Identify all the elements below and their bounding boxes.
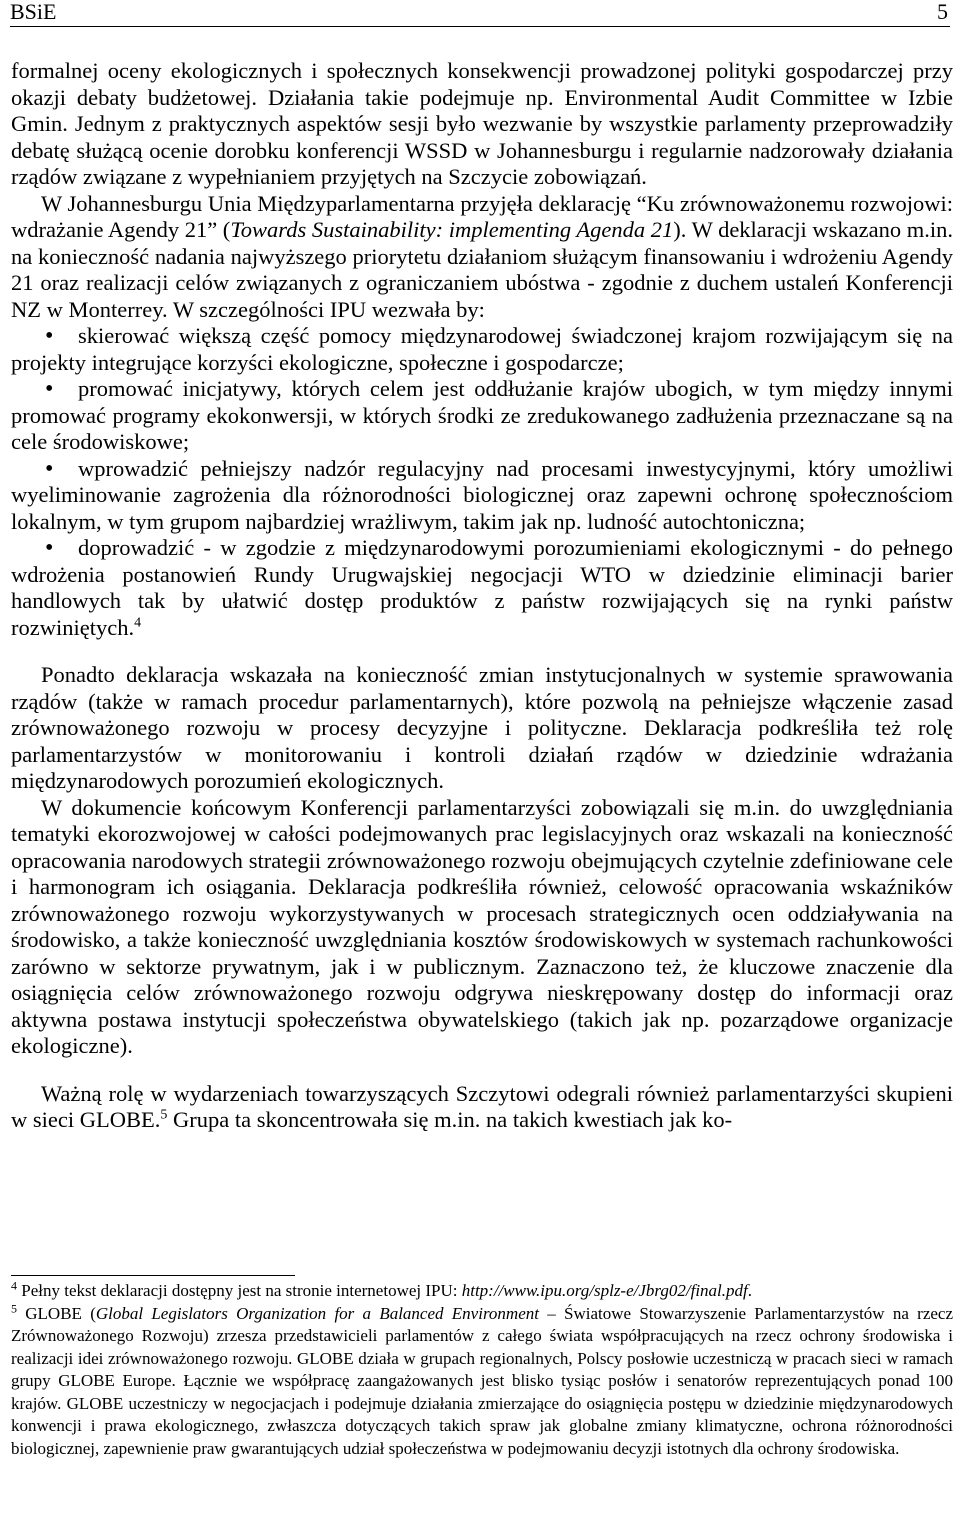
declaration-title-english: Towards Sustainability: implementing Agenda 21 — [230, 217, 674, 242]
paragraph-institutional-changes: Ponadto deklaracja wskazała na konieczność zmian instytucjonalnych w systemie sprawowania rządów (także w ramach procedur parlamentarnych), które pozwolą na pełniejsze włączenie zasad zrównoważonego rozwoju w procesy decyzyjne i polityczne. Deklaracja podkreśliła też rolę parlamentarzystów w monitorowaniu i kontroli działań rządów w dziedzinie wdrażania międzynarodowych porozumień ekologicznych. — [11, 662, 953, 793]
page-header — [10, 0, 950, 27]
bullet-list — [11, 323, 953, 641]
main-text — [11, 58, 953, 1134]
header-title: BSiE — [10, 0, 57, 24]
footnote-ref-5[interactable]: 5 — [160, 1107, 168, 1123]
paragraph-ipu-declaration — [11, 191, 953, 324]
list-item: • wprowadzić pełniejszy nadzór regulacyjny nad procesami inwestycyjnymi, który umożliwi wyeliminowanie zagrożenia dla różnorodności biologicznej oraz zapewni ochronę społecznościom lokalnym, w tym grupom najbardziej wrażliwym, takim jak np. ludność autochtoniczna; — [11, 456, 953, 536]
globe-full-name: Global Legislators Organization for a Balanced Environment — [95, 1303, 539, 1323]
paragraph-final-document: W dokumencie końcowym Konferencji parlamentarzyści zobowiązali się m.in. do uwzględniania tematyki ekorozwojowej w całości podejmowanych prac legislacyjnych oraz wskazali na konieczność opracowania narodowych strategii zrównoważonego rozwoju obejmujących czytelnie zdefiniowane cele i harmonogram ich osiągania. Deklaracja podkreśliła również, celowość opracowania wskaźników zrównoważonego rozwoju wykorzystywanych w procesach strategicznych ocen oddziaływania na środowisko, a także konieczność uwzględniania kosztów środowiskowych w systemach rachunkowości zarówno w sektorze prywatnym, jak i w publicznym. Zaznaczono też, że kluczowe znaczenie dla osiągnięcia celów zrównoważonego rozwoju odgrywa nieskrępowany dostęp do informacji oraz aktywna postawa instytucji społeczeństwa obywatelskiego (takich jak np. pozarządowe organizacje ekologiczne). — [11, 794, 953, 1058]
footnote-4 — [11, 1280, 953, 1303]
footnote-number: 5 — [11, 1300, 17, 1315]
footnote-period: . — [747, 1281, 753, 1300]
footnote-text: – Światowe Stowarzyszenie Parlamentarzystów na rzecz Zrównoważonego Rozwoju) zrzesza przedstawicieli parlamentów z całego świata współpracujących na rzecz ochrony środowiska i realizacji idei zrównoważonego rozwoju. GLOBE działa w grupach regionalnych, Polscy posłowie uczestniczą w pracach sieci w ramach grupy GLOBE Europe. Łącznie we współpracę zaangażowanych jest blisko tysiąc posłów i senatorów reprezentujących ponad 100 krajów. GLOBE uczestniczy w negocjacjach i podejmuje działania zmierzające do osiągnięcia postępu w dziedzinie międzynarodowych konwencji i prawa ekologicznego, zwłaszcza dotyczących takich spraw jak globalne zmiany klimatyczne, ochrona różnorodności biologicznej, zapewnienie praw gwarantujących udział społeczeństwa w podejmowaniu decyzji istotnych dla ochrony środowiska. — [11, 1303, 953, 1458]
paragraph-text: ). W deklaracji wskazano m.in. na konieczność nadania najwyższego priorytetu działaniom służącym finansowaniu i wdrożeniu Agendy 21 oraz realizacji celów związanych z ograniczaniem ubóstwa - zgodnie z duchem ustaleń Konferencji NZ w Monterrey. W szczególności IPU wezwała by: — [11, 217, 953, 322]
paragraph-text: Ważną rolę w wydarzeniach towarzyszących Szczytowi odegrali również parlamentarzyści skupieni w sieci GLOBE. — [11, 1080, 953, 1132]
paragraph-gap — [11, 641, 953, 662]
list-item: • promować inicjatywy, których celem jest oddłużanie krajów ubogich, w tym między innymi promować programy ekokonwersji, w których środki ze zredukowanego zadłużenia przeznaczane są na cele środowiskowe; — [11, 376, 953, 456]
paragraph-gap — [11, 1060, 953, 1081]
footnotes — [11, 1275, 953, 1460]
paragraph-text: W Johannesburgu Unia Międzyparlamentarna przyjęła deklarację “Ku zrównoważonemu rozwojowi: wdrażanie Agendy 21” ( — [11, 190, 953, 242]
list-item: • skierować większą część pomocy międzynarodowej świadczonej krajom rozwijającym się na projekty integrujące korzyści ekologiczne, społeczne i gospodarcze; — [11, 323, 953, 376]
list-item — [11, 535, 953, 641]
paragraph-text: Grupa ta skoncentrowała się m.in. na takich kwestiach jak ko- — [167, 1107, 733, 1132]
footnote-text: GLOBE ( — [17, 1303, 96, 1323]
list-item-text: doprowadzić - w zgodzie z międzynarodowymi porozumieniami ekologicznymi - do pełnego wdrożenia postanowień Rundy Urugwajskiej negocjacji WTO w dziedzinie eliminacji barier handlowych tak by ułatwić dostęp produktów z państw rozwijających się na rynki państw rozwiniętych. — [11, 535, 953, 640]
paragraph-globe — [11, 1081, 953, 1134]
footnote-link[interactable]: http://www.ipu.org/splz-e/Jbrg02/final.pdf — [461, 1281, 748, 1300]
footnote-number: 4 — [11, 1278, 17, 1293]
footnote-separator — [11, 1275, 295, 1276]
footnote-text: Pełny tekst deklaracji dostępny jest na stronie internetowej IPU: — [17, 1281, 462, 1300]
footnote-ref-4[interactable]: 4 — [134, 615, 142, 630]
paragraph-continued: formalnej oceny ekologicznych i społecznych konsekwencji prowadzonej polityki gospodarczej przy okazji debaty budżetowej. Działania takie podejmuje np. Environmental Audit Committee w Izbie Gmin. Jednym z praktycznych aspektów sesji było wezwanie by wszystkie parlamenty przeprowadziły debatę służącą ocenie dorobku konferencji WSSD w Johannesburgu i regularnie nadzorowały działania rządów związane z wypełnianiem przyjętych na Szczycie zobowiązań. — [11, 58, 953, 189]
footnote-5 — [11, 1300, 953, 1461]
page-number: 5 — [937, 0, 948, 24]
